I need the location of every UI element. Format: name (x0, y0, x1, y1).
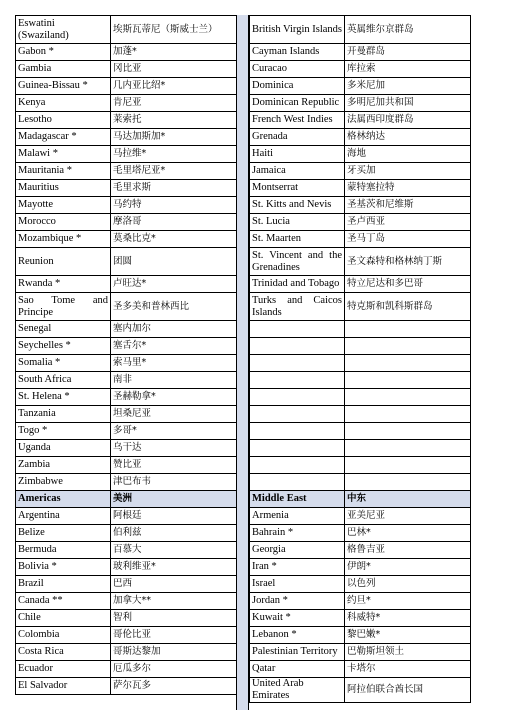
right-column (249, 15, 470, 703)
right-country-row (250, 163, 471, 180)
right-country-row (250, 508, 471, 525)
left-country-row (16, 372, 237, 389)
country-name-en: Mauritius (16, 180, 111, 197)
country-name-zh: 格鲁吉亚 (345, 542, 471, 559)
country-name-en: El Salvador (16, 678, 111, 695)
right-country-row (250, 146, 471, 163)
right-country-row (250, 678, 471, 703)
country-name-zh: 阿根廷 (111, 508, 237, 525)
country-name-en: Morocco (16, 214, 111, 231)
country-name-zh: 摩洛哥 (111, 214, 237, 231)
left-country-row (16, 474, 237, 491)
left-column (15, 15, 236, 695)
country-name-en: Rwanda * (16, 276, 111, 293)
country-name-en: Lesotho (16, 112, 111, 129)
country-name-zh: 以色列 (345, 576, 471, 593)
country-name-zh: 圣卢西亚 (345, 214, 471, 231)
right-country-table (249, 15, 471, 703)
left-country-row (16, 559, 237, 576)
left-country-row (16, 231, 237, 248)
country-name-zh: 巴勒斯坦领土 (345, 644, 471, 661)
country-name-en: Ecuador (16, 661, 111, 678)
country-name-en: Montserrat (250, 180, 345, 197)
left-country-row (16, 627, 237, 644)
country-name-zh: 百慕大 (111, 542, 237, 559)
country-name-en: Armenia (250, 508, 345, 525)
left-country-row (16, 457, 237, 474)
country-name-zh: 厄瓜多尔 (111, 661, 237, 678)
country-name-en: Zambia (16, 457, 111, 474)
right-country-row (250, 406, 471, 423)
country-name-zh: 团圆 (111, 248, 237, 276)
country-name-en: Zimbabwe (16, 474, 111, 491)
country-name-en (250, 406, 345, 423)
country-name-zh: 加拿大** (111, 593, 237, 610)
left-country-row (16, 576, 237, 593)
country-name-en: Grenada (250, 129, 345, 146)
left-country-row (16, 276, 237, 293)
country-name-en: Canada ** (16, 593, 111, 610)
left-country-row (16, 678, 237, 695)
country-name-zh: 哥伦比亚 (111, 627, 237, 644)
country-name-zh: 南非 (111, 372, 237, 389)
country-name-zh: 格林纳达 (345, 129, 471, 146)
country-name-zh (345, 338, 471, 355)
country-name-en: Bahrain * (250, 525, 345, 542)
country-name-en: South Africa (16, 372, 111, 389)
country-name-en: Israel (250, 576, 345, 593)
country-name-zh (345, 389, 471, 406)
country-name-en: Argentina (16, 508, 111, 525)
country-name-zh (345, 321, 471, 338)
country-name-en: Chile (16, 610, 111, 627)
right-country-row (250, 593, 471, 610)
country-name-zh: 肯尼亚 (111, 95, 237, 112)
left-country-row (16, 355, 237, 372)
country-name-en (250, 440, 345, 457)
country-name-zh: 坦桑尼亚 (111, 406, 237, 423)
country-name-zh: 约旦* (345, 593, 471, 610)
left-country-row (16, 78, 237, 95)
right-country-row (250, 372, 471, 389)
country-name-en: Colombia (16, 627, 111, 644)
country-name-zh: 伯利兹 (111, 525, 237, 542)
country-name-en: St. Helena * (16, 389, 111, 406)
country-name-en (250, 338, 345, 355)
left-country-row (16, 129, 237, 146)
country-name-zh: 蒙特塞拉特 (345, 180, 471, 197)
left-country-row (16, 338, 237, 355)
country-name-en: Qatar (250, 661, 345, 678)
country-name-en: Kenya (16, 95, 111, 112)
country-name-en (250, 457, 345, 474)
region-name-en: Middle East (250, 491, 345, 508)
right-country-row (250, 338, 471, 355)
country-name-en: French West Indies (250, 112, 345, 129)
country-name-zh: 智利 (111, 610, 237, 627)
country-name-en: British Virgin Islands (250, 16, 345, 44)
country-name-zh: 马达加斯加* (111, 129, 237, 146)
country-name-zh: 法属西印度群岛 (345, 112, 471, 129)
region-name-en: Americas (16, 491, 111, 508)
country-name-en (250, 321, 345, 338)
right-country-row (250, 355, 471, 372)
left-country-row (16, 197, 237, 214)
right-country-row (250, 525, 471, 542)
left-country-row (16, 644, 237, 661)
country-name-en: Curacao (250, 61, 345, 78)
country-name-en: Bolivia * (16, 559, 111, 576)
country-name-zh: 圣赫勒拿* (111, 389, 237, 406)
right-country-row (250, 231, 471, 248)
right-country-row (250, 576, 471, 593)
country-name-en: Brazil (16, 576, 111, 593)
left-country-row (16, 440, 237, 457)
right-country-row (250, 180, 471, 197)
country-name-en: Mayotte (16, 197, 111, 214)
country-name-zh: 阿拉伯联合酋长国 (345, 678, 471, 703)
country-name-zh: 马约特 (111, 197, 237, 214)
right-country-row (250, 644, 471, 661)
country-name-zh: 赞比亚 (111, 457, 237, 474)
country-name-en: Dominica (250, 78, 345, 95)
country-name-zh: 亚美尼亚 (345, 508, 471, 525)
country-name-zh: 巴林* (345, 525, 471, 542)
country-name-zh: 圣多美和普林西比 (111, 293, 237, 321)
right-country-row (250, 389, 471, 406)
country-name-zh: 卢旺达* (111, 276, 237, 293)
right-country-row (250, 61, 471, 78)
right-country-row (250, 293, 471, 321)
right-country-row (250, 44, 471, 61)
country-name-zh: 莫桑比克* (111, 231, 237, 248)
country-name-zh: 特立尼达和多巴哥 (345, 276, 471, 293)
country-name-zh: 乌干达 (111, 440, 237, 457)
right-country-row (250, 16, 471, 44)
left-country-row (16, 112, 237, 129)
country-name-en: Georgia (250, 542, 345, 559)
left-country-row (16, 293, 237, 321)
country-name-en: Seychelles * (16, 338, 111, 355)
left-country-row (16, 542, 237, 559)
country-name-zh: 多哥* (111, 423, 237, 440)
country-name-en: Guinea-Bissau * (16, 78, 111, 95)
country-name-en: Turks and Caicos Islands (250, 293, 345, 321)
left-country-row (16, 389, 237, 406)
country-name-zh: 巴西 (111, 576, 237, 593)
country-name-zh (345, 440, 471, 457)
country-name-zh: 毛里塔尼亚* (111, 163, 237, 180)
country-name-zh (345, 372, 471, 389)
country-name-zh: 津巴布韦 (111, 474, 237, 491)
country-name-en: Jordan * (250, 593, 345, 610)
country-name-zh: 黎巴嫩* (345, 627, 471, 644)
right-country-row (250, 457, 471, 474)
right-country-row (250, 112, 471, 129)
left-country-row (16, 16, 237, 44)
country-name-en: St. Vincent and the Grenadines (250, 248, 345, 276)
country-name-zh: 库拉索 (345, 61, 471, 78)
left-country-row (16, 525, 237, 542)
left-country-row (16, 163, 237, 180)
country-name-en: Iran * (250, 559, 345, 576)
right-country-row (250, 197, 471, 214)
country-name-zh: 莱索托 (111, 112, 237, 129)
country-name-en: Dominican Republic (250, 95, 345, 112)
right-region-header-row (250, 491, 471, 508)
right-country-row (250, 129, 471, 146)
right-country-row (250, 276, 471, 293)
country-name-en: Costa Rica (16, 644, 111, 661)
country-name-en: Reunion (16, 248, 111, 276)
country-name-zh: 萨尔瓦多 (111, 678, 237, 695)
left-country-row (16, 180, 237, 197)
country-name-zh: 圣马丁岛 (345, 231, 471, 248)
left-country-row (16, 508, 237, 525)
country-table-page (15, 15, 490, 710)
left-region-header-row (16, 491, 237, 508)
country-name-zh: 索马里* (111, 355, 237, 372)
region-name-zh: 中东 (345, 491, 471, 508)
country-name-en: Gambia (16, 61, 111, 78)
country-name-en: Malawi * (16, 146, 111, 163)
country-name-en (250, 355, 345, 372)
country-name-en: Lebanon * (250, 627, 345, 644)
country-name-zh: 加蓬* (111, 44, 237, 61)
right-country-row (250, 214, 471, 231)
country-name-zh: 埃斯瓦蒂尼（斯威士兰） (111, 16, 237, 44)
country-name-zh: 多米尼加 (345, 78, 471, 95)
right-country-row (250, 610, 471, 627)
left-country-row (16, 44, 237, 61)
country-name-zh (345, 423, 471, 440)
country-name-en: Mozambique * (16, 231, 111, 248)
country-name-en: Uganda (16, 440, 111, 457)
right-country-row (250, 474, 471, 491)
left-country-row (16, 593, 237, 610)
column-divider (236, 15, 249, 710)
right-country-row (250, 95, 471, 112)
country-name-zh: 开曼群岛 (345, 44, 471, 61)
country-name-zh (345, 457, 471, 474)
country-name-zh (345, 355, 471, 372)
country-name-zh: 圣文森特和格林纳丁斯 (345, 248, 471, 276)
left-country-row (16, 95, 237, 112)
country-name-zh: 卡塔尔 (345, 661, 471, 678)
country-name-en: Eswatini (Swaziland) (16, 16, 111, 44)
right-country-row (250, 627, 471, 644)
right-country-row (250, 542, 471, 559)
country-name-en (250, 474, 345, 491)
country-name-zh: 玻利维亚* (111, 559, 237, 576)
country-name-en: Sao Tome and Principe (16, 293, 111, 321)
country-name-en: Somalia * (16, 355, 111, 372)
country-name-zh: 马拉维* (111, 146, 237, 163)
country-name-zh: 哥斯达黎加 (111, 644, 237, 661)
country-name-en: Togo * (16, 423, 111, 440)
country-name-en: Haiti (250, 146, 345, 163)
region-name-zh: 美洲 (111, 491, 237, 508)
country-name-en: Mauritania * (16, 163, 111, 180)
right-country-row (250, 248, 471, 276)
country-name-zh: 多明尼加共和国 (345, 95, 471, 112)
left-country-row (16, 610, 237, 627)
country-name-en: Cayman Islands (250, 44, 345, 61)
country-name-en (250, 423, 345, 440)
left-country-row (16, 214, 237, 231)
country-name-en: Senegal (16, 321, 111, 338)
country-name-en (250, 372, 345, 389)
country-name-zh: 冈比亚 (111, 61, 237, 78)
country-name-en: Kuwait * (250, 610, 345, 627)
country-name-en (250, 389, 345, 406)
left-country-row (16, 321, 237, 338)
right-country-row (250, 440, 471, 457)
left-country-row (16, 661, 237, 678)
country-name-en: St. Kitts and Nevis (250, 197, 345, 214)
country-name-zh: 塞舌尔* (111, 338, 237, 355)
country-name-en: St. Lucia (250, 214, 345, 231)
right-country-row (250, 321, 471, 338)
country-name-zh: 伊朗* (345, 559, 471, 576)
country-name-zh: 海地 (345, 146, 471, 163)
right-country-row (250, 661, 471, 678)
country-name-zh: 圣基茨和尼维斯 (345, 197, 471, 214)
country-name-en: Gabon * (16, 44, 111, 61)
country-name-zh: 牙买加 (345, 163, 471, 180)
right-country-row (250, 559, 471, 576)
left-country-row (16, 61, 237, 78)
country-name-zh: 英属维尔京群岛 (345, 16, 471, 44)
country-name-zh: 科威特* (345, 610, 471, 627)
country-name-en: United Arab Emirates (250, 678, 345, 703)
country-name-en: Bermuda (16, 542, 111, 559)
country-name-zh: 毛里求斯 (111, 180, 237, 197)
country-name-en: Belize (16, 525, 111, 542)
country-name-en: Palestinian Territory (250, 644, 345, 661)
country-name-en: Madagascar * (16, 129, 111, 146)
country-name-zh (345, 474, 471, 491)
country-name-zh: 特克斯和凯科斯群岛 (345, 293, 471, 321)
country-name-zh: 几内亚比绍* (111, 78, 237, 95)
country-name-zh (345, 406, 471, 423)
right-country-row (250, 78, 471, 95)
country-name-zh: 塞内加尔 (111, 321, 237, 338)
country-name-en: Trinidad and Tobago (250, 276, 345, 293)
right-country-row (250, 423, 471, 440)
left-country-row (16, 146, 237, 163)
country-name-en: Jamaica (250, 163, 345, 180)
country-name-en: Tanzania (16, 406, 111, 423)
left-country-table (15, 15, 237, 695)
country-name-en: St. Maarten (250, 231, 345, 248)
left-country-row (16, 423, 237, 440)
left-country-row (16, 248, 237, 276)
left-country-row (16, 406, 237, 423)
